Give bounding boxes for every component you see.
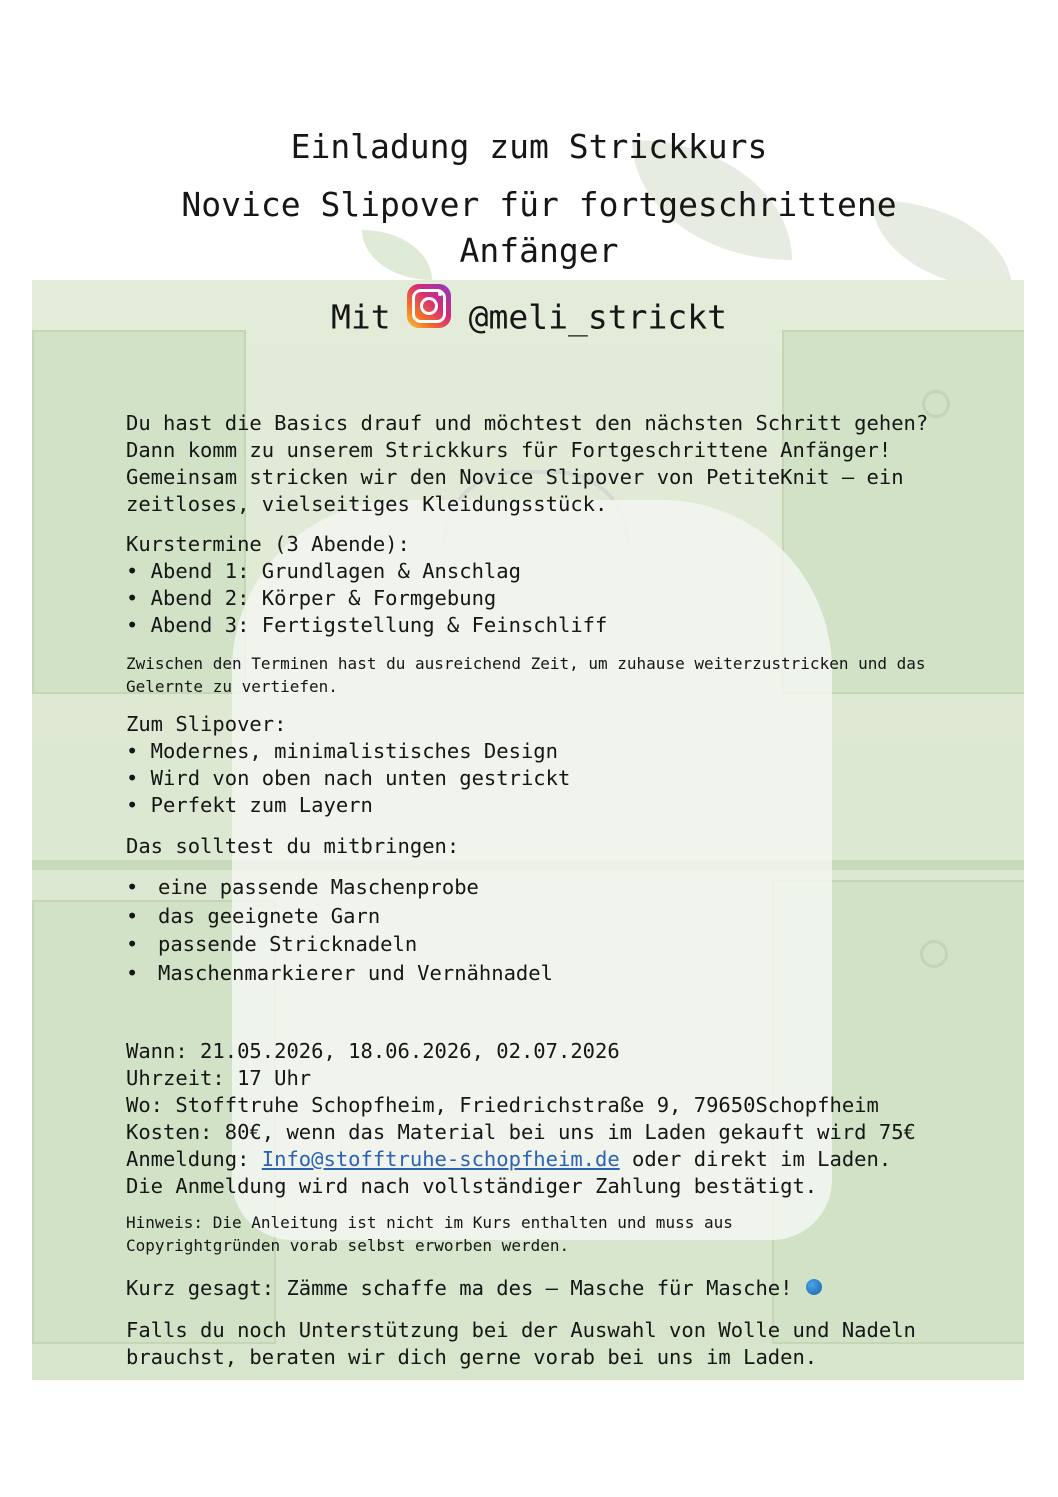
mitbringen-list — [126, 873, 946, 987]
list-item — [126, 873, 946, 902]
anmeldung-suffix: oder direkt im Laden. — [619, 1147, 892, 1171]
kurstermine-item: • Abend 3: Fertigstellung & Feinschliff — [126, 613, 608, 637]
kurz-gesagt-line — [126, 1275, 946, 1302]
detail-wann: Wann: 21.05.2026, 18.06.2026, 02.07.2026 — [126, 1039, 620, 1063]
list-item — [126, 930, 946, 959]
zwischen-note: Zwischen den Terminen hast du ausreichend Zeit, um zuhause weiterzustricken und das Gelernte zu vertiefen. — [126, 654, 936, 696]
instructor-handle: @meli_strickt — [468, 297, 727, 337]
list-item-text: eine passende Maschenprobe — [158, 875, 479, 899]
page-title: Einladung zum Strickkurs — [290, 127, 768, 166]
list-item-text: Maschenmarkierer und Vernähnadel — [158, 960, 553, 985]
instagram-icon — [407, 284, 451, 328]
slipover-item: • Wird von oben nach unten gestrickt — [126, 766, 571, 790]
bullet: • — [126, 875, 139, 899]
slipover-item: • Modernes, minimalistisches Design — [126, 739, 558, 763]
hinweis-note: Hinweis: Die Anleitung ist nicht im Kurs enthalten und muss aus Copyrightgründen vorab selbst erworben werden. — [126, 1213, 743, 1255]
beratung-text: Falls du noch Unterstützung bei der Auswahl von Wolle und Nadeln brauchst, beraten wir dich gerne vorab bei uns im Laden. — [126, 1318, 929, 1369]
detail-wo: Wo: Stofftruhe Schopfheim, Friedrichstraße 9, 79650Schopfheim — [126, 1093, 879, 1117]
slipover-item: • Perfekt zum Layern — [126, 793, 373, 817]
kurz-gesagt-text: Kurz gesagt: Zämme schaffe ma des – Masche für Masche! — [126, 1276, 793, 1300]
yarn-ball-icon — [806, 1279, 822, 1295]
detail-bestaetigung: Die Anmeldung wird nach vollständiger Zahlung bestätigt. — [126, 1174, 818, 1198]
list-item — [126, 902, 946, 931]
kurstermine-item: • Abend 2: Körper & Formgebung — [126, 586, 497, 610]
detail-kosten: Kosten: 80€, wenn das Material bei uns im Laden gekauft wird 75€ — [126, 1120, 916, 1144]
kurstermine-heading: Kurstermine (3 Abende): — [126, 532, 410, 556]
detail-uhrzeit: Uhrzeit: 17 Uhr — [126, 1066, 312, 1090]
bullet: • — [126, 932, 139, 956]
list-item — [126, 959, 946, 988]
list-item-text: passende Stricknadeln — [158, 932, 418, 956]
kurstermine-item: • Abend 1: Grundlagen & Anschlag — [126, 559, 521, 583]
bullet: • — [126, 903, 139, 928]
page-subtitle: Novice Slipover für fortgeschrittene Anfänger — [181, 185, 897, 270]
email-link[interactable]: Info@stofftruhe-schopfheim.de — [261, 1147, 620, 1171]
instructor-line — [0, 286, 1058, 348]
detail-anmeldung — [126, 1146, 1006, 1173]
mitbringen-heading: Das solltest du mitbringen: — [126, 834, 460, 858]
intro-text: Du hast die Basics drauf und möchtest den nächsten Schritt gehen? Dann komm zu unserem Strickkurs für Fortgeschrittene Anfänger! Gemeinsam stricken wir den Novice Slipover von PetiteKnit – ein zeitloses, vielseitiges Kleidungsstück. — [126, 411, 941, 516]
slipover-heading: Zum Slipover: — [126, 712, 287, 736]
bullet: • — [126, 960, 139, 985]
instructor-prefix: Mit — [331, 297, 391, 337]
list-item-text: das geeignete Garn — [158, 903, 381, 928]
anmeldung-label: Anmeldung: — [126, 1147, 262, 1171]
